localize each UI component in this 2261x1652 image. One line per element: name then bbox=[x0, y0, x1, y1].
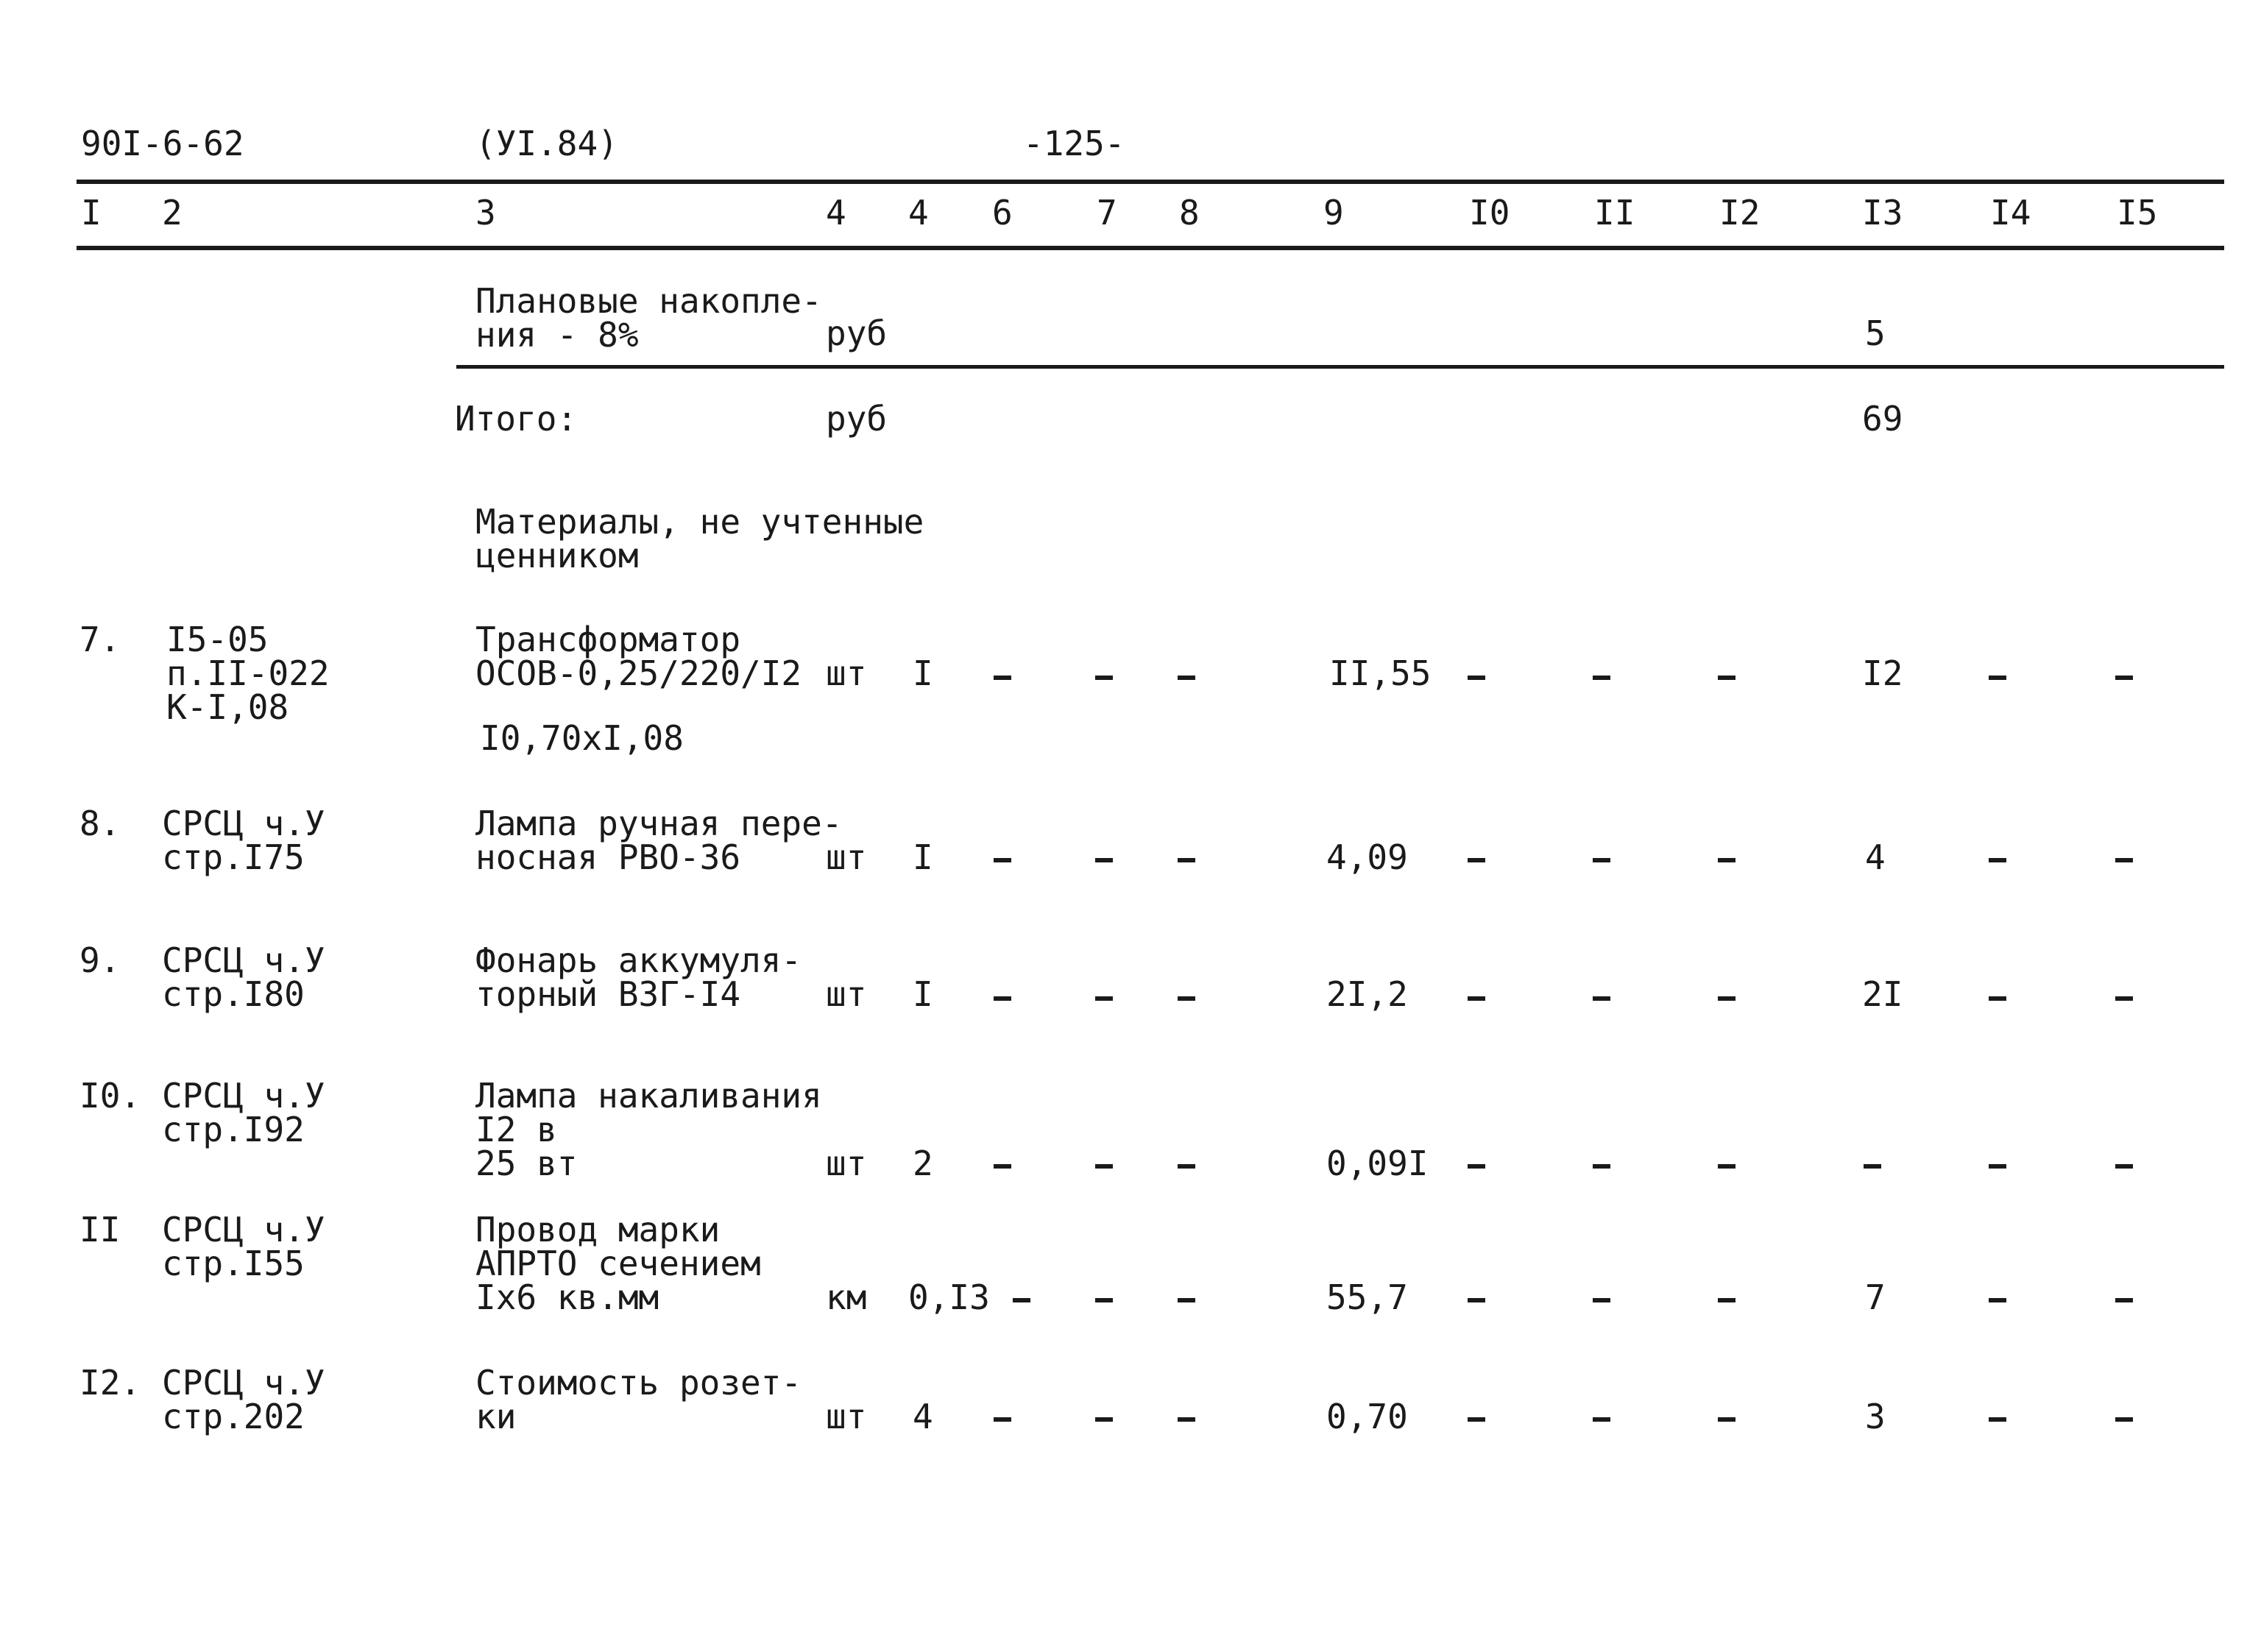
row-dash bbox=[1989, 1417, 2006, 1422]
row-dash bbox=[1718, 996, 1735, 1001]
row-unit: шт bbox=[826, 1144, 867, 1183]
row-name: Фонарь аккумуля- торный ВЗГ-I4 bbox=[475, 940, 802, 1014]
row-dash bbox=[1989, 996, 2006, 1001]
col-header-14: I4 bbox=[1990, 193, 2031, 233]
section-title: Материалы, не учтенные ценником bbox=[475, 502, 924, 575]
row-dash bbox=[2115, 1164, 2133, 1169]
row-quantity: I bbox=[913, 974, 933, 1014]
header-top-rule bbox=[77, 180, 2224, 184]
row-price: 0,70 bbox=[1326, 1397, 1408, 1436]
planned-savings-value: 5 bbox=[1865, 313, 1886, 353]
row-dash bbox=[1178, 1298, 1195, 1302]
row-dash bbox=[994, 1164, 1011, 1169]
row-dash bbox=[1989, 1298, 2006, 1302]
row-price: 55,7 bbox=[1326, 1277, 1408, 1317]
row-dash bbox=[1468, 996, 1485, 1001]
row-quantity: I bbox=[913, 837, 933, 877]
row-price: II,55 bbox=[1329, 653, 1432, 693]
row-dash bbox=[2115, 676, 2133, 680]
col-header-1: I bbox=[81, 193, 102, 233]
row-reference: СРСЦ ч.У стр.I92 bbox=[162, 1076, 325, 1149]
row-dash bbox=[1178, 996, 1195, 1001]
row-dash bbox=[1593, 676, 1610, 680]
row-total: 2I bbox=[1862, 974, 1903, 1014]
row-number: 8. bbox=[79, 804, 121, 843]
row-price: 4,09 bbox=[1326, 837, 1408, 877]
row-unit: шт bbox=[826, 837, 867, 877]
row-dash bbox=[1178, 858, 1195, 862]
row-total: 3 bbox=[1865, 1397, 1886, 1436]
total-label: Итого: bbox=[455, 399, 578, 439]
row-dash bbox=[1989, 1164, 2006, 1169]
row-name: Лампа ручная пере- носная РВО-36 bbox=[475, 804, 843, 877]
col-header-12: I2 bbox=[1719, 193, 1761, 233]
col-header-9: 9 bbox=[1323, 193, 1344, 233]
row-quantity: 2 bbox=[913, 1144, 933, 1183]
row-number: I2. bbox=[79, 1363, 141, 1403]
row-total: I2 bbox=[1862, 653, 1903, 693]
row-dash bbox=[1013, 1298, 1030, 1302]
row-dash bbox=[2115, 996, 2133, 1001]
row-dash bbox=[1095, 1417, 1113, 1422]
row-dash bbox=[1718, 1298, 1735, 1302]
row-reference: СРСЦ ч.У стр.I75 bbox=[162, 804, 325, 877]
row-number: 9. bbox=[79, 940, 121, 980]
row-dash bbox=[994, 676, 1011, 680]
col-header-2: 2 bbox=[162, 193, 183, 233]
col-header-7: 7 bbox=[1097, 193, 1117, 233]
row-dash bbox=[1593, 858, 1610, 862]
row-number: I0. bbox=[79, 1076, 141, 1116]
row-reference: I5-05 п.II-022 К-I,08 bbox=[166, 620, 330, 727]
row-dash bbox=[1593, 1417, 1610, 1422]
header-bottom-rule bbox=[77, 246, 2224, 250]
row-dash bbox=[1593, 1164, 1610, 1169]
row-dash bbox=[1178, 676, 1195, 680]
row-name: Провод марки АПРТО сечением Iх6 кв.мм bbox=[475, 1210, 761, 1317]
row-dash bbox=[1095, 1164, 1113, 1169]
doc-code: 90I-6-62 bbox=[81, 124, 244, 163]
row-dash bbox=[2115, 858, 2133, 862]
total-value: 69 bbox=[1862, 399, 1903, 439]
row-quantity: I bbox=[913, 653, 933, 693]
row-unit: шт bbox=[826, 974, 867, 1014]
row-reference: СРСЦ ч.У стр.I55 bbox=[162, 1210, 325, 1283]
page-number: -125- bbox=[1023, 124, 1125, 163]
row-dash bbox=[994, 1417, 1011, 1422]
row-note: I0,70хI,08 bbox=[480, 718, 684, 758]
col-header-3: 3 bbox=[475, 193, 496, 233]
row-dash bbox=[1468, 1298, 1485, 1302]
doc-revision: (УI.84) bbox=[475, 124, 618, 163]
row-dash bbox=[994, 858, 1011, 862]
row-dash bbox=[1718, 1417, 1735, 1422]
row-quantity: 4 bbox=[913, 1397, 933, 1436]
row-dash bbox=[1468, 676, 1485, 680]
row-dash bbox=[994, 996, 1011, 1001]
row-dash bbox=[2115, 1417, 2133, 1422]
row-dash bbox=[2115, 1298, 2133, 1302]
row-name: Лампа накаливания I2 в 25 вт bbox=[475, 1076, 822, 1183]
row-dash bbox=[1468, 1164, 1485, 1169]
row-unit: шт bbox=[826, 1397, 867, 1436]
col-header-8: 8 bbox=[1179, 193, 1200, 233]
row-dash bbox=[1989, 676, 2006, 680]
row-dash bbox=[1718, 1164, 1735, 1169]
row-total: 4 bbox=[1865, 837, 1886, 877]
row-unit: шт bbox=[826, 653, 867, 693]
col-header-15: I5 bbox=[2117, 193, 2158, 233]
row-reference: СРСЦ ч.У стр.202 bbox=[162, 1363, 325, 1436]
row-reference: СРСЦ ч.У стр.I80 bbox=[162, 940, 325, 1014]
row-dash bbox=[1593, 1298, 1610, 1302]
row-dash bbox=[1989, 858, 2006, 862]
col-header-11: II bbox=[1594, 193, 1635, 233]
row-dash bbox=[1468, 858, 1485, 862]
row-dash bbox=[1718, 858, 1735, 862]
row-price: 0,09I bbox=[1326, 1144, 1429, 1183]
row-total-dash bbox=[1864, 1164, 1881, 1169]
row-name: Трансформатор ОСОВ-0,25/220/I2 bbox=[475, 620, 802, 693]
row-quantity: 0,I3 bbox=[908, 1277, 990, 1317]
row-dash bbox=[1095, 676, 1113, 680]
col-header-13: I3 bbox=[1862, 193, 1903, 233]
row-total: 7 bbox=[1865, 1277, 1886, 1317]
subtotal-rule bbox=[456, 365, 2224, 369]
row-number: II bbox=[79, 1210, 121, 1249]
row-dash bbox=[1593, 996, 1610, 1001]
planned-savings-unit: руб bbox=[826, 313, 888, 353]
row-dash bbox=[1095, 858, 1113, 862]
col-header-4a: 4 bbox=[826, 193, 846, 233]
total-unit: руб bbox=[826, 399, 888, 439]
row-dash bbox=[1095, 996, 1113, 1001]
row-name: Стоимость розет- ки bbox=[475, 1363, 802, 1436]
row-unit: км bbox=[826, 1277, 867, 1317]
row-dash bbox=[1178, 1417, 1195, 1422]
row-dash bbox=[1468, 1417, 1485, 1422]
row-dash bbox=[1178, 1164, 1195, 1169]
row-dash bbox=[1718, 676, 1735, 680]
col-header-6: 6 bbox=[992, 193, 1013, 233]
col-header-4b: 4 bbox=[908, 193, 929, 233]
col-header-10: I0 bbox=[1469, 193, 1510, 233]
row-number: 7. bbox=[79, 620, 121, 659]
row-price: 2I,2 bbox=[1326, 974, 1408, 1014]
planned-savings-label: Плановые накопле- ния - 8% bbox=[475, 281, 822, 355]
row-dash bbox=[1095, 1298, 1113, 1302]
